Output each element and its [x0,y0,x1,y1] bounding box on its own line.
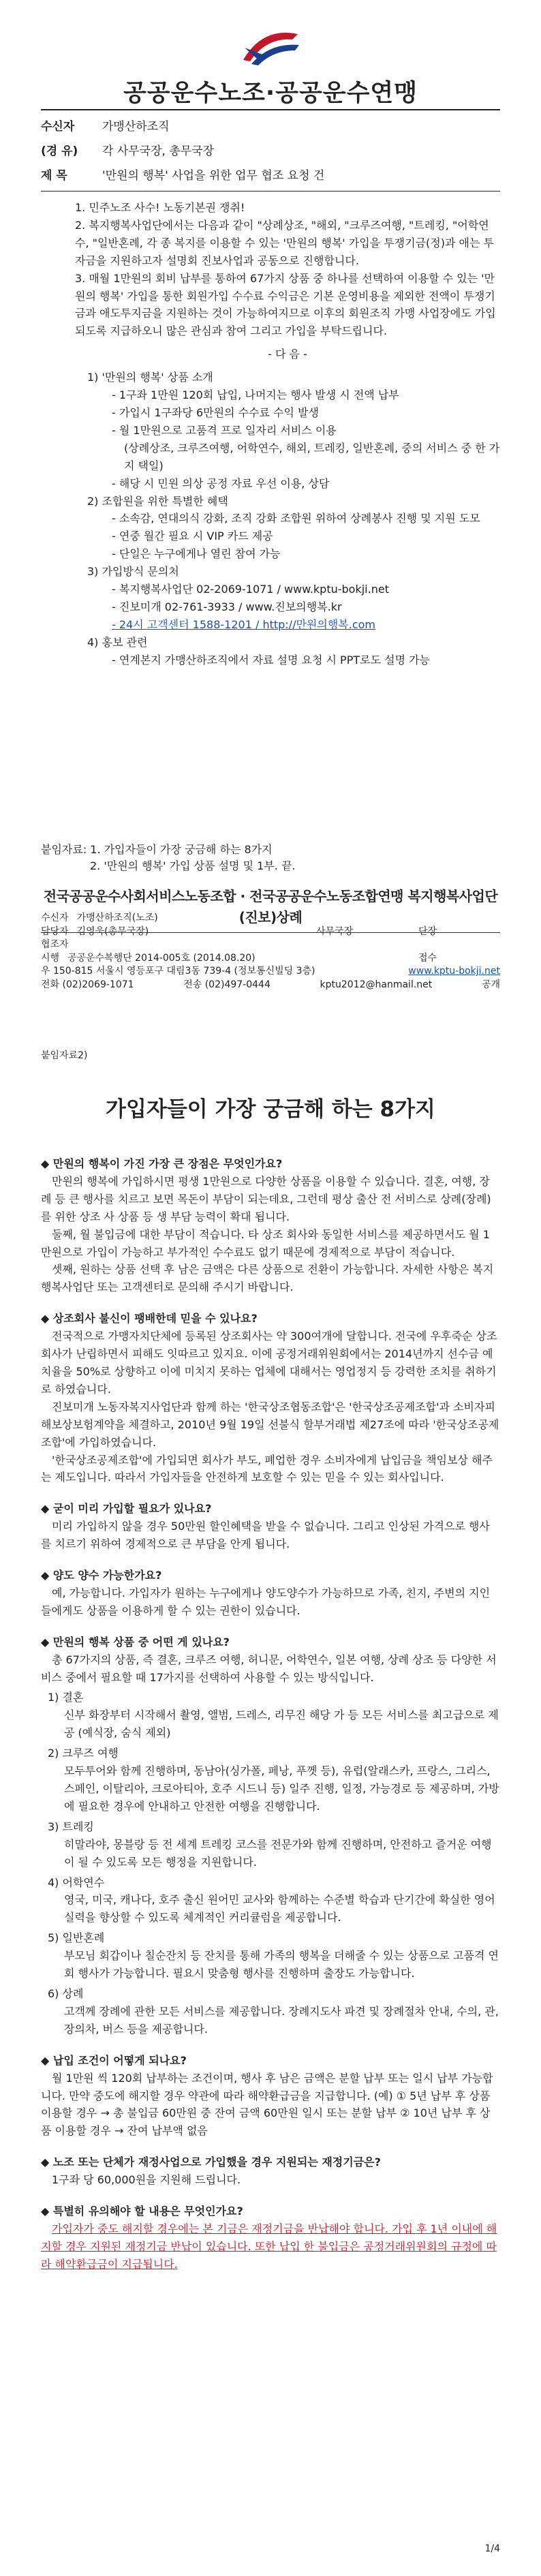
section-3 [75,563,500,634]
title-divider [41,109,500,110]
section-line: 3) 가입방식 문의처 [87,565,179,579]
meta-row [41,965,500,979]
faq-answer: 만원의 행복에 가입하시면 평생 1만원으로 다양한 상품을 이용할 수 있습니다. 결혼, 여행, 장례 등 큰 행사를 치르고 보면 목돈이 부담이 되는데요, 그런데 평상 출산 전 서비스로 상례(장례)를 위한 상조 사 상품 등 생 부담 능력이 확대 됩니다. [41,1174,491,1223]
meta-cell: 단장 [418,925,437,937]
cc-row [41,139,500,164]
section-4 [75,634,500,669]
section-line: - 소속감, 연대의식 강화, 조직 강화 조합원 위하여 상례봉사 진행 및 지원 도모 [112,512,480,525]
section-1 [75,369,500,492]
benefit-title: 2) 크루즈 여행 [48,1747,119,1760]
recipient-row [41,114,500,139]
meta-site-link[interactable]: www.kptu-bokji.net [408,966,500,977]
meta-row [41,938,500,952]
section-line: - 월 1만원으로 고품격 프로 일자리 서비스 이용 [112,423,337,437]
union-header: 전국공공운수사회서비스노동조합 · 전국공공운수노동조합연맹 복지행복사업단(진보)상례 [41,886,500,933]
meta-row [41,979,500,992]
faq-answer: 진보미개 노동자복지사업단과 함께 하는 '한국상조협동조합'은 '한국상조공제조합'과 소비자피해보상보험계약을 체결하고, 2010년 9월 19일 선불식 할부거래법 제27조에 따라 '한국상조공제조합'에 가입하였습니다. [41,1400,499,1449]
attachments [41,842,500,874]
attachment-line: 붙임자료: 1. 가입자들이 가장 궁금해 하는 8가지 [41,843,273,856]
benefit-desc: 부모님 회갑이나 칠순잔치 등 잔치를 통해 가족의 행복을 더해줄 수 있는 상품으로 고품격 연회 행사가 가능합니다. 필요시 맞춤형 행사를 진행하며 출장도 가능합니다. [64,1949,499,1980]
meta-cell: 접수 [418,952,437,964]
memo-meta [41,114,500,188]
recipient-label: 수신자 [41,119,75,134]
attach-tag: 붙임자료2) [41,1050,88,1061]
contact-line: - 복지행복사업단 02-2069-1071 / www.kptu-bokji.net [112,583,389,596]
contact-link[interactable]: - 24시 고객센터 1588-1201 / http://만원의행복.com [112,617,375,631]
meta-cell: 사무국장 [316,925,354,937]
meta-fax: 전송 (02)497-0444 [183,979,270,990]
section-line: - 연계본지 가맹산하조직에서 자료 설명 요청 시 PPT로도 설명 가능 [112,653,431,666]
section-line: - 1구좌 1만원 120회 납입, 나머지는 행사 발생 시 전액 납부 [112,388,399,402]
contact-line[interactable] [87,616,500,634]
faq-answer-warning: 가입자가 중도 해지할 경우에는 본 기금은 재정기금을 반납해야 합니다. 가입 후 1년 이내에 해지할 경우 지원된 재정기금 반납이 있습니다. 또한 납입 한 불입금은 공정거래위원회의 규정에 따라 해약환급금이 지급됩니다. [41,2222,497,2271]
benefit-desc: 고객께 장례에 관한 모든 서비스를 제공합니다. 장례지도사 파견 및 장례절차 안내, 수의, 관, 장의차, 버스 등을 제공합니다. [64,2004,499,2036]
faq-answer: 셋째, 원하는 상품 선택 후 남은 금액은 다른 상품으로 전환이 가능합니다. 자세한 사항은 복지행복사업단 또는 고객센터로 문의해 주시기 바랍니다. [41,1263,494,1294]
benefit-desc: 영국, 미국, 캐나다, 호주 출신 원어민 교사와 함께하는 수준별 학습과 단기간에 확실한 영어 실력을 향상할 수 있도록 체계적인 커리큘럼을 제공합니다. [64,1893,495,1925]
subject-row [41,164,500,188]
section-line: 2) 조합원을 위한 특별한 혜택 [87,494,228,508]
subject-label: 제 목 [41,168,67,183]
section-line: 1) '만원의 행복' 상품 소개 [87,371,213,384]
meta-cell: 시행 [41,952,60,964]
meta-cell: 협조자 [41,939,69,951]
faq-question: ◆ 납입 조건이 어떻게 되나요? [41,2053,187,2067]
page-number: 1/4 [484,2543,500,2554]
faq-answer: 둘째, 월 불입금에 대한 부담이 적습니다. 타 상조 회사와 동일한 서비스를 제공하면서도 월 1만원으로 가입이 가능하고 부가적인 수수료도 없기 때문에 경제적으로 부담이 적습니다. [41,1227,490,1259]
faq-question: ◆ 만원의 행복이 가진 가장 큰 장점은 무엇인가요? [41,1157,283,1170]
recipient-value: 가맹산하조직 [102,119,170,134]
section-line: - 연중 월간 필요 시 VIP 카드 제공 [112,530,273,543]
faq-question: ◆ 특별히 유의해야 할 내용은 무엇인가요? [41,2205,243,2218]
da-eum-heading: - 다 음 - [268,348,307,361]
section-2 [75,493,500,564]
faq-answer: 미리 가입하지 않을 경우 50만원 할인혜택을 받을 수 없습니다. 그리고 인상된 가격으로 행사를 치르기 위하여 경제적으로 큰 부담을 안게 됩니다. [41,1520,490,1551]
section-line: 4) 홍보 관련 [87,635,148,649]
benefit-title: 5) 일반혼례 [48,1931,105,1945]
doc-meta [41,912,500,992]
benefit-title: 3) 트레킹 [48,1820,94,1833]
kpsu-logo-icon [238,27,303,68]
faq-question: ◆ 만원의 행복 상품 중 어떤 게 있나요? [41,1635,230,1649]
faq-answer: 월 1만원 씩 120회 납부하는 조건이며, 행사 후 남은 금액은 분할 납부 또는 일시 납부 가능합니다. 만약 중도에 해지할 경우 약관에 따라 해약환급금을 지급합니다. (예) ① 5년 납부 후 상품 이용할 경우 → 총 불입금 60만원 중 잔여 금액 60만원 일시 또는 분할 납부 ② 10년 납부 후 상품 이용할 경우 → 잔여 납부액 없음 [41,2071,493,2138]
faq-question: ◆ 상조회사 불신이 팽배한데 믿을 수 있나요? [41,1312,258,1325]
faq-question: ◆ 양도 양수 가능한가요? [41,1569,162,1582]
benefit-list [41,1689,500,2038]
meta-public: 공개 [481,979,500,990]
cc-label: (경 유) [41,144,78,158]
faq-title: 가입자들이 가장 궁금해 하는 8가지 [106,1097,435,1122]
section-line: - 단일은 누구에게나 열린 참여 가능 [112,547,281,561]
benefit-desc: 모두투어와 함께 진행하며, 동남아(싱가폴, 페낭, 푸껫 등), 유럽(알래스카, 프랑스, 그리스, 스페인, 이탈리아, 크로아티아, 호주 시드니 등) 일주 진행, 일정, 가능경로 등 제공하며, 가방에 필요한 경우에 안내하고 안전한 여행을 진행합니다. [64,1764,499,1813]
meta-cell: 공공운수복행단 2014-005호 (2014.08.20) [67,952,256,964]
faq-answer: '한국상조공제조합'에 가입되면 회사가 부도, 폐업한 경우 소비자에게 납입금을 책임보상 해주는 제도입니다. 따라서 가입자들을 안전하게 보호할 수 있는 믿을 수 있는 회사입니다. [41,1453,493,1484]
faq-question: ◆ 굳이 미리 가입할 필요가 있나요? [41,1502,212,1516]
attachment-line: 2. '만원의 행복' 가입 상품 설명 및 1부. 끝. [90,859,296,872]
benefit-title: 1) 결혼 [48,1691,84,1704]
body-paragraph: 3. 매월 1만원의 회비 납부를 통하여 67가지 상품 중 하나를 선택하여 이용할 수 있는 '만원의 행복' 가입을 통한 회원가입 수수료 수익금은 기본 운영비용을 제외한 전액이 투쟁기금과 애도투지금을 지원하는 것이 가능하여지므로 이후의 회원조직 가맹 사업장에도 가입되도록 지급하오니 많은 관심과 참여 그리고 가입을 부탁드립니다. [75,271,496,338]
cc-value: 각 사무국장, 총무국장 [102,144,215,158]
org-title: 공공운수노조·공공운수연맹 [123,80,418,107]
benefit-desc: 히말라야, 몽블랑 등 전 세계 트레킹 코스를 전문가와 함께 진행하며, 안전하고 즐거운 여행이 될 수 있도록 모든 행정을 지원합니다. [64,1837,492,1869]
faq-answer: 1구좌 당 60,000원을 지원해 드립니다. [52,2173,241,2187]
meta-row [41,912,500,925]
meta-email: kptu2012@hanmail.net [320,979,433,990]
body-paragraph: 1. 민주노조 사수! 노동기본권 쟁취! [75,201,245,214]
benefit-desc: 신부 화장부터 시작해서 촬영, 앨범, 드레스, 리무진 해당 가 등 모든 서비스를 최고급으로 제공 (예식장, 숨식 제외) [64,1708,499,1740]
section-line: (상례상조, 크루즈여행, 어학연수, 해외, 트레킹, 일반혼례, 중의 서비스 중 한 가지 택일) [124,441,500,472]
meta-address: 우 150-815 서울시 영등포구 대림3동 739-4 (정보통신빌딩 3층) [41,966,315,977]
benefit-title: 4) 어학연수 [48,1875,105,1889]
logo-area [0,27,541,74]
section-line: - 가입시 1구좌당 6만원의 수수료 수익 발생 [112,405,319,419]
faq-answer: 총 67가지의 상품, 즉 결혼, 크루즈 여행, 허니문, 어학연수, 일본 여행, 상례 상조 등 다양한 서비스 중에서 필요할 때 17가지를 선택하여 사용할 수 있는 방식입니다. [41,1653,497,1684]
faq-answer: 예, 가능합니다. 가입자가 원하는 누구에게나 양도양수가 가능하므로 가족, 친지, 주변의 지인들에게도 상품을 이용하게 할 수 있는 권한이 있습니다. [41,1586,491,1617]
meta-cell: 가맹산하조직(노조) [76,913,158,923]
faq-question: ◆ 노조 또는 단체가 재정사업으로 가입했을 경우 지원되는 재정기금은? [41,2156,381,2169]
meta-cell: 담당자 [41,925,69,937]
meta-row [41,952,500,966]
faq-answer: 전국적으로 가맹자치단체에 등록된 상조회사는 약 300여개에 달합니다. 전국에 우후죽순 상조회사가 난립하면서 피해도 잇따르고 있지요. 이에 공정거래위원회에서는 2014년까지 선수금 예치율을 50%로 상향하고 이에 미치지 못하는 업체에 대해서는 영업정지 등 강력한 조치를 취하기로 하였습니다. [41,1330,497,1396]
benefit-title: 6) 상례 [48,1987,84,2000]
section-line: - 해당 시 민원 의상 공정 자료 우선 이용, 상담 [112,476,330,490]
meta-row [41,925,500,939]
contact-line: - 진보미개 02-761-3933 / www.진보의행복.kr [112,600,342,613]
meta-tel: 전화 (02)2069-1071 [41,979,134,990]
meta-cell: 김영욱(총무국장) [76,925,149,937]
subject-value: '만원의 행복' 사업을 위한 업무 협조 요청 건 [102,168,325,183]
body-paragraph: 2. 복지행복사업단에서는 다음과 같이 "상례상조, "해외, "크루즈여행, "트레킹, "어학연수, "일반혼례, 각 종 복지를 이용할 수 있는 '만원의 행복' 가입을 투쟁기금(정)과 애는 투자금을 지원하고자 설명회 진보사업과 공동으로 진행합니다. [75,218,494,267]
memo-body [75,199,500,669]
meta-cell: 수신자 [41,913,69,923]
faq-list [41,1155,500,2273]
